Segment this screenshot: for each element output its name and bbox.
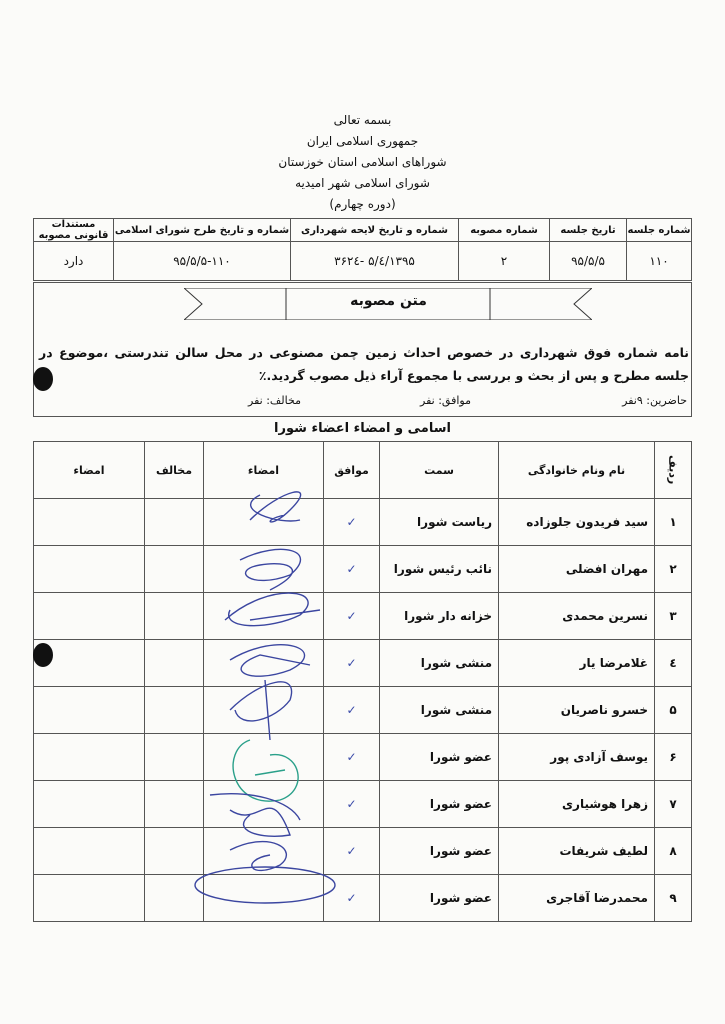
row-number: ۲	[655, 546, 692, 593]
municipal-bill: ۱۳۹۵/٤/۵ -۳۶۲٤	[291, 242, 459, 281]
row-number: ۷	[655, 781, 692, 828]
col-header: شماره و تاریخ طرح شورای اسلامی	[114, 219, 291, 242]
member-name: غلامرضا یار	[499, 640, 655, 687]
col-header: مخالف	[145, 442, 204, 499]
member-role: عضو شورا	[380, 781, 499, 828]
disagree-cell	[145, 687, 204, 734]
member-role: خزانه دار شورا	[380, 593, 499, 640]
agree-signature	[204, 734, 324, 781]
agree-check: ✓	[324, 734, 380, 781]
col-header: مستندات قانونی مصوبه	[34, 219, 114, 242]
col-header: سمت	[380, 442, 499, 499]
punch-hole	[33, 643, 53, 667]
member-name: یوسف آزادی پور	[499, 734, 655, 781]
agree-signature	[204, 593, 324, 640]
disagree-signature	[34, 499, 145, 546]
member-role: منشی شورا	[380, 687, 499, 734]
table-row	[34, 546, 692, 593]
session-number: ۱۱۰	[627, 242, 692, 281]
resolution-number: ۲	[459, 242, 550, 281]
table-row	[34, 781, 692, 828]
agree-signature	[204, 828, 324, 875]
agree-check: ✓	[324, 499, 380, 546]
disagree-cell	[145, 640, 204, 687]
table-row	[34, 640, 692, 687]
disagree-signature	[34, 593, 145, 640]
agree-check: ✓	[324, 828, 380, 875]
table-row	[34, 875, 692, 922]
col-header: شماره جلسه	[627, 219, 692, 242]
col-header: تاریخ جلسه	[550, 219, 627, 242]
disagree-cell	[145, 499, 204, 546]
col-header: ردیف	[655, 442, 692, 499]
row-number: ۵	[655, 687, 692, 734]
disagree-cell	[145, 546, 204, 593]
table-row	[34, 828, 692, 875]
col-header: شماره مصوبه	[459, 219, 550, 242]
agree-check: ✓	[324, 781, 380, 828]
members-title: اسامی و امضاء اعضاء شورا	[274, 421, 451, 436]
col-header: شماره و تاریخ لایحه شهرداری	[291, 219, 459, 242]
disagree-signature	[34, 875, 145, 922]
resolution-title: متن مصوبه	[350, 293, 427, 309]
row-number: ٤	[655, 640, 692, 687]
member-name: لطیف شریفات	[499, 828, 655, 875]
disagree-cell	[145, 828, 204, 875]
agree-check: ✓	[324, 687, 380, 734]
header-line: بسمه تعالی	[333, 113, 392, 127]
member-name: مهران افضلی	[499, 546, 655, 593]
agree-signature	[204, 875, 324, 922]
agree-check: ✓	[324, 546, 380, 593]
agree-signature	[204, 499, 324, 546]
present-count: حاضرین: ۹نفر	[622, 394, 687, 407]
punch-hole	[33, 367, 53, 391]
resolution-box	[33, 282, 692, 417]
col-header: موافق	[324, 442, 380, 499]
member-role: عضو شورا	[380, 875, 499, 922]
header-line: (دوره چهارم)	[329, 197, 396, 211]
row-number: ۹	[655, 875, 692, 922]
table-row	[34, 593, 692, 640]
row-number: ۸	[655, 828, 692, 875]
member-role: عضو شورا	[380, 734, 499, 781]
members-table	[33, 441, 692, 922]
col-header: نام ونام خانوادگی	[499, 442, 655, 499]
disagree-cell	[145, 875, 204, 922]
agree-check: ✓	[324, 593, 380, 640]
member-role: عضو شورا	[380, 828, 499, 875]
disagree-signature	[34, 687, 145, 734]
disagree-signature	[34, 781, 145, 828]
member-name: محمدرضا آقاجری	[499, 875, 655, 922]
col-header: امضاء	[204, 442, 324, 499]
disagree-cell	[145, 734, 204, 781]
header-line: شوراهای اسلامی استان خوزستان	[278, 155, 447, 169]
council-plan: ۹۵/۵/۵-۱۱۰	[114, 242, 291, 281]
row-number: ۳	[655, 593, 692, 640]
member-role: منشی شورا	[380, 640, 499, 687]
agree-signature	[204, 687, 324, 734]
table-row	[34, 734, 692, 781]
agree-signature	[204, 781, 324, 828]
agree-check: ✓	[324, 875, 380, 922]
member-name: زهرا هوشیاری	[499, 781, 655, 828]
disagree-signature	[34, 734, 145, 781]
member-name: خسرو ناصریان	[499, 687, 655, 734]
disagree-count: مخالف: نفر	[248, 394, 301, 407]
legal-documents: دارد	[34, 242, 114, 281]
row-number: ۶	[655, 734, 692, 781]
disagree-signature	[34, 546, 145, 593]
disagree-cell	[145, 593, 204, 640]
header-line: شورای اسلامی شهر امیدیه	[295, 176, 430, 190]
agree-signature	[204, 546, 324, 593]
disagree-signature	[34, 828, 145, 875]
col-header: امضاء	[34, 442, 145, 499]
member-name: سید فریدون جلوزاده	[499, 499, 655, 546]
table-row	[34, 499, 692, 546]
agree-check: ✓	[324, 640, 380, 687]
row-number: ۱	[655, 499, 692, 546]
member-name: نسرین محمدی	[499, 593, 655, 640]
resolution-text: نامه شماره فوق شهرداری در خصوص احداث زمین چمن مصنوعی در محل سالن تندرستی ،موضوع در جلسه مطرح و پس از بحث و بررسی با مجموع آراء ذیل مصوب گردید.٪	[39, 345, 689, 383]
session-info-table	[33, 218, 692, 281]
agree-signature	[204, 640, 324, 687]
member-role: نائب رئیس شورا	[380, 546, 499, 593]
session-date: ۹۵/۵/۵	[550, 242, 627, 281]
agree-count: موافق: نفر	[420, 394, 471, 407]
member-role: ریاست شورا	[380, 499, 499, 546]
header-line: جمهوری اسلامی ایران	[306, 134, 419, 148]
table-row	[34, 687, 692, 734]
disagree-cell	[145, 781, 204, 828]
